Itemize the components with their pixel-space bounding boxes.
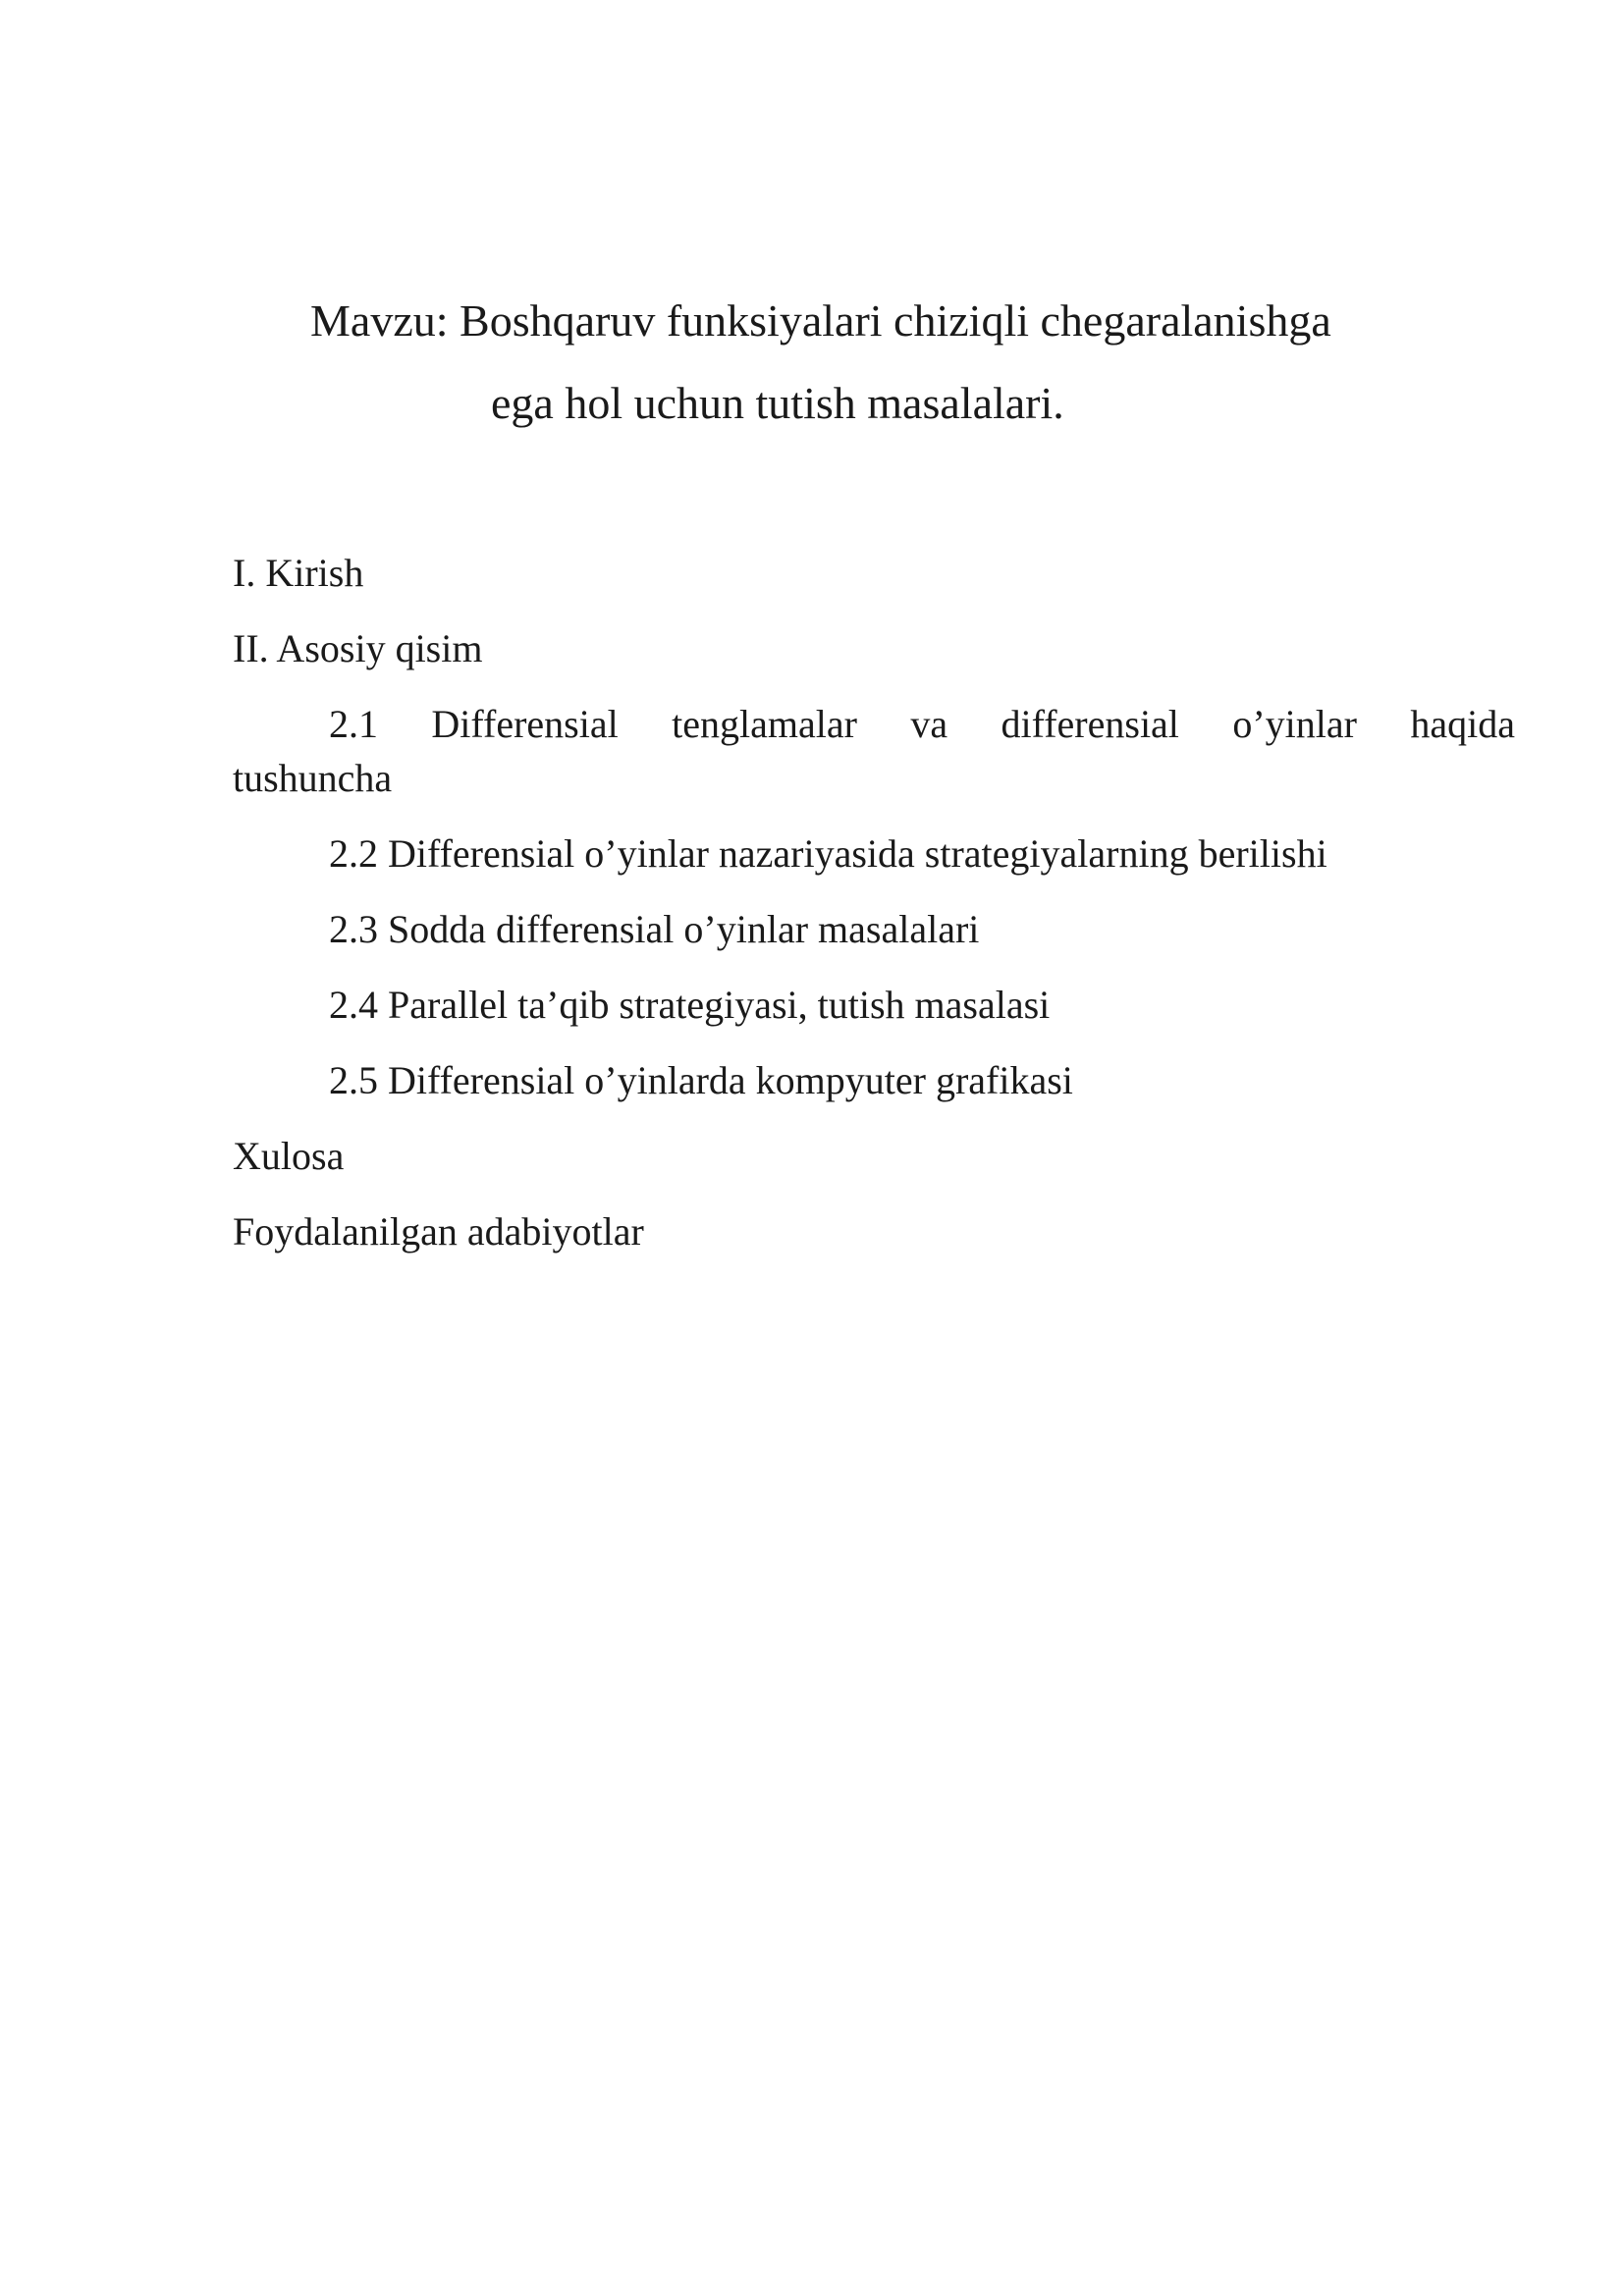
toc-item-2-1-line-2: tushuncha — [233, 756, 393, 800]
toc-item-main: II. Asosiy qisim — [233, 626, 483, 670]
toc-item-2-5: 2.5 Differensial o’yinlarda kompyuter grafikasi — [329, 1058, 1073, 1102]
toc-item-2-3: 2.3 Sodda differensial o’yinlar masalalari — [329, 907, 980, 951]
toc-item-references: Foydalanilgan adabiyotlar — [233, 1209, 644, 1254]
toc-item-2-1-line-1: 2.1 Differensial tenglamalar va differensial o’yinlar haqida — [329, 702, 1515, 746]
title-line-2: ega hol uchun tutish masalalari. — [491, 378, 1064, 428]
table-of-contents — [233, 546, 1515, 1280]
toc-item-2-4: 2.4 Parallel ta’qib strategiyasi, tutish masalasi — [329, 983, 1051, 1027]
toc-item-2-2: 2.2 Differensial o’yinlar nazariyasida strategiyalarning berilishi — [329, 831, 1327, 876]
toc-item-conclusion: Xulosa — [233, 1134, 345, 1178]
toc-item-intro: I. Kirish — [233, 551, 364, 595]
toc-item-2-1 — [233, 697, 1515, 805]
title-line-1: Mavzu: Boshqaruv funksiyalari chiziqli chegaralanishga — [310, 295, 1331, 346]
